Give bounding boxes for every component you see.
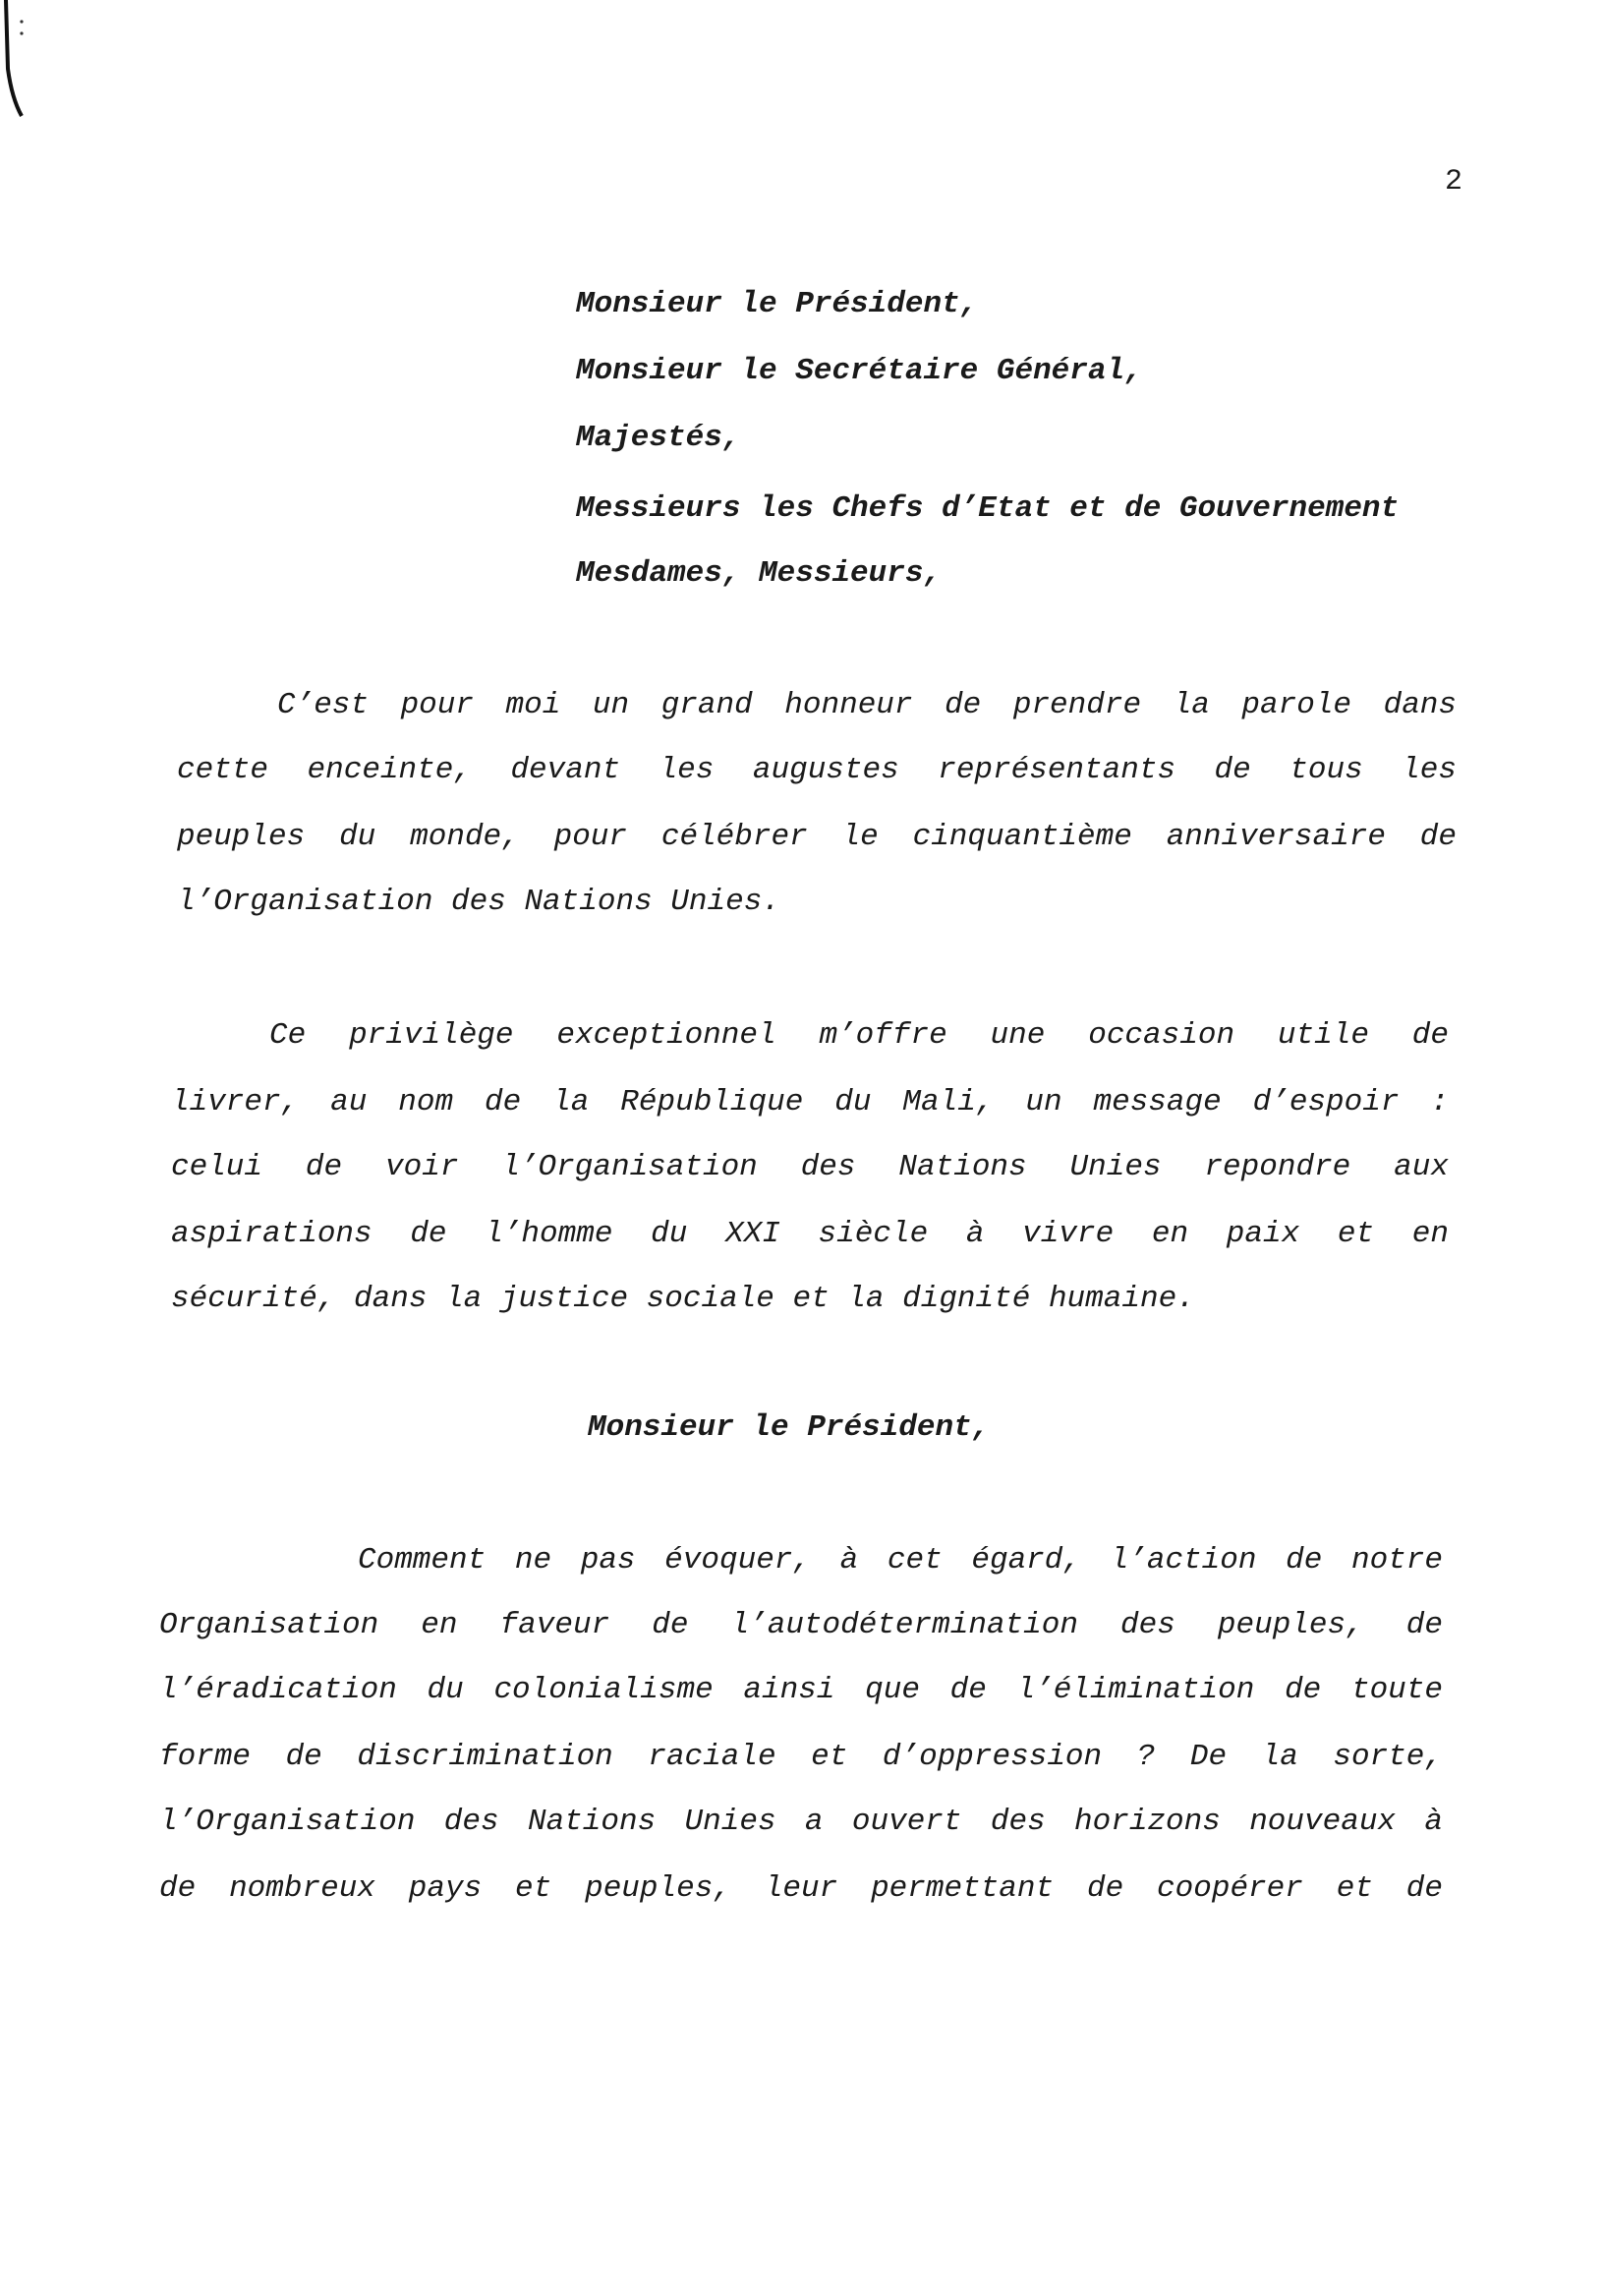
page-number: 2 bbox=[1445, 165, 1463, 199]
paragraph-line: l’Organisation des Nations Unies. bbox=[177, 885, 780, 919]
salutation-line: Monsieur le Secrétaire Général, bbox=[576, 354, 1143, 388]
paragraph-line: Organisation en faveur de l’autodétermination des peuples, de bbox=[159, 1608, 1443, 1642]
paragraph-line: livrer, au nom de la République du Mali, un message d’espoir : bbox=[171, 1085, 1449, 1119]
salutation-line: Majestés, bbox=[576, 421, 741, 455]
salutation-line: Monsieur le Président, bbox=[576, 287, 979, 321]
paragraph-line: sécurité, dans la justice sociale et la dignité humaine. bbox=[171, 1282, 1195, 1316]
scan-edge-mark bbox=[0, 0, 39, 128]
paragraph-line: forme de discrimination raciale et d’oppression ? De la sorte, bbox=[159, 1740, 1443, 1774]
paragraph-line: l’éradication du colonialisme ainsi que de l’élimination de toute bbox=[159, 1673, 1443, 1707]
paragraph-line: Comment ne pas évoquer, à cet égard, l’action de notre bbox=[358, 1543, 1443, 1578]
paragraph-line: celui de voir l’Organisation des Nations Unies repondre aux bbox=[171, 1150, 1449, 1184]
paragraph-line: de nombreux pays et peuples, leur permettant de coopérer et de bbox=[159, 1871, 1443, 1906]
paragraph-line: cette enceinte, devant les augustes représentants de tous les bbox=[177, 753, 1457, 787]
section-heading: Monsieur le Président, bbox=[588, 1410, 991, 1445]
paragraph-line: peuples du monde, pour célébrer le cinquantième anniversaire de bbox=[177, 820, 1457, 854]
paragraph-line: l’Organisation des Nations Unies a ouvert des horizons nouveaux à bbox=[159, 1805, 1443, 1839]
paragraph-line: Ce privilège exceptionnel m’offre une occasion utile de bbox=[269, 1018, 1449, 1053]
paragraph-line: aspirations de l’homme du XXI siècle à vivre en paix et en bbox=[171, 1217, 1449, 1251]
salutation-line: Mesdames, Messieurs, bbox=[576, 556, 943, 591]
salutation-line: Messieurs les Chefs d’Etat et de Gouvernement bbox=[576, 491, 1400, 526]
paragraph-line: C’est pour moi un grand honneur de prendre la parole dans bbox=[277, 688, 1457, 722]
